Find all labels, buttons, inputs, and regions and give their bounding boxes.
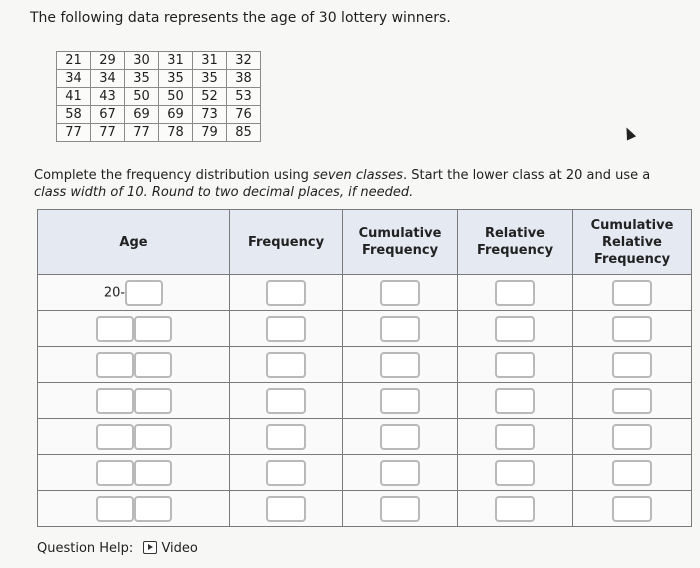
data-cell: 67	[91, 106, 125, 124]
question-help-label: Question Help:	[37, 541, 134, 556]
cumulative-frequency-cell	[343, 347, 458, 383]
instructions-text-1: Complete the frequency distribution using	[34, 168, 314, 183]
data-cell: 35	[159, 70, 193, 88]
cumulative-relative-frequency-cell	[573, 491, 692, 527]
data-cell: 73	[193, 106, 227, 124]
header-frequency: Frequency	[230, 210, 343, 275]
relative-frequency-cell	[458, 347, 573, 383]
data-table	[56, 51, 261, 142]
cumulative-frequency-input[interactable]	[380, 316, 420, 342]
cumulative-relative-frequency-cell	[573, 347, 692, 383]
data-cell: 35	[193, 70, 227, 88]
age-class-cell	[38, 275, 230, 311]
data-row	[57, 106, 261, 124]
relative-frequency-input[interactable]	[495, 352, 535, 378]
relative-frequency-cell	[458, 275, 573, 311]
cumulative-frequency-cell	[343, 275, 458, 311]
frequency-input[interactable]	[266, 424, 306, 450]
relative-frequency-cell	[458, 455, 573, 491]
cumulative-frequency-input[interactable]	[380, 496, 420, 522]
cumulative-relative-frequency-input[interactable]	[612, 388, 652, 414]
video-label: Video	[161, 541, 198, 556]
frequency-cell	[230, 383, 343, 419]
cumulative-relative-frequency-input[interactable]	[612, 280, 652, 306]
frequency-distribution-table	[37, 209, 692, 527]
upper-limit-input[interactable]	[134, 496, 172, 522]
relative-frequency-input[interactable]	[495, 388, 535, 414]
lower-limit-input[interactable]	[96, 496, 134, 522]
relative-frequency-input[interactable]	[495, 460, 535, 486]
class-row	[38, 455, 692, 491]
data-cell: 52	[193, 88, 227, 106]
frequency-input[interactable]	[266, 496, 306, 522]
data-cell: 32	[227, 52, 261, 70]
relative-frequency-cell	[458, 419, 573, 455]
data-cell: 43	[91, 88, 125, 106]
cumulative-relative-frequency-cell	[573, 383, 692, 419]
instructions-text-4: class width	[34, 185, 107, 200]
relative-frequency-input[interactable]	[495, 316, 535, 342]
cumulative-frequency-input[interactable]	[380, 460, 420, 486]
frequency-cell	[230, 419, 343, 455]
age-class-cell	[38, 383, 230, 419]
mouse-cursor-icon	[622, 125, 636, 140]
upper-limit-input[interactable]	[134, 424, 172, 450]
frequency-input[interactable]	[266, 280, 306, 306]
age-class-cell	[38, 311, 230, 347]
class-row	[38, 311, 692, 347]
cumulative-relative-frequency-cell	[573, 455, 692, 491]
frequency-input[interactable]	[266, 352, 306, 378]
upper-limit-input[interactable]	[134, 352, 172, 378]
data-cell: 50	[159, 88, 193, 106]
class-row	[38, 419, 692, 455]
data-cell: 30	[125, 52, 159, 70]
cumulative-frequency-input[interactable]	[380, 388, 420, 414]
upper-limit-input[interactable]	[125, 280, 163, 306]
instructions-text-5: of 10. Round to two decimal places, if needed.	[106, 185, 414, 200]
cumulative-frequency-input[interactable]	[380, 424, 420, 450]
data-cell: 78	[159, 124, 193, 142]
data-cell: 31	[159, 52, 193, 70]
frequency-cell	[230, 311, 343, 347]
data-cell: 69	[159, 106, 193, 124]
data-cell: 34	[57, 70, 91, 88]
relative-frequency-cell	[458, 311, 573, 347]
upper-limit-input[interactable]	[134, 388, 172, 414]
class-row	[38, 491, 692, 527]
question-help	[37, 541, 198, 556]
header-relative-frequency: Relative Frequency	[458, 210, 573, 275]
age-class-cell	[38, 455, 230, 491]
cumulative-frequency-cell	[343, 383, 458, 419]
lower-limit-input[interactable]	[96, 460, 134, 486]
upper-limit-input[interactable]	[134, 316, 172, 342]
cumulative-frequency-input[interactable]	[380, 352, 420, 378]
cumulative-frequency-cell	[343, 419, 458, 455]
data-cell: 77	[125, 124, 159, 142]
data-cell: 69	[125, 106, 159, 124]
relative-frequency-cell	[458, 383, 573, 419]
data-cell: 38	[227, 70, 261, 88]
data-cell: 29	[91, 52, 125, 70]
data-cell: 21	[57, 52, 91, 70]
cumulative-relative-frequency-cell	[573, 275, 692, 311]
data-row	[57, 88, 261, 106]
lower-limit-input[interactable]	[96, 352, 134, 378]
data-row	[57, 124, 261, 142]
cumulative-frequency-cell	[343, 491, 458, 527]
data-cell: 31	[193, 52, 227, 70]
data-cell: 34	[91, 70, 125, 88]
cumulative-relative-frequency-input[interactable]	[612, 460, 652, 486]
frequency-cell	[230, 491, 343, 527]
lower-limit-input[interactable]	[96, 388, 134, 414]
class-row	[38, 275, 692, 311]
upper-limit-input[interactable]	[134, 460, 172, 486]
frequency-input[interactable]	[266, 460, 306, 486]
relative-frequency-input[interactable]	[495, 496, 535, 522]
cumulative-frequency-input[interactable]	[380, 280, 420, 306]
data-cell: 76	[227, 106, 261, 124]
class-row	[38, 383, 692, 419]
data-cell: 41	[57, 88, 91, 106]
lower-limit-input[interactable]	[96, 424, 134, 450]
play-icon	[143, 541, 157, 554]
header-cumulative-frequency: Cumulative Frequency	[343, 210, 458, 275]
frequency-input[interactable]	[266, 316, 306, 342]
data-cell: 77	[57, 124, 91, 142]
relative-frequency-cell	[458, 491, 573, 527]
cumulative-frequency-cell	[343, 311, 458, 347]
data-cell: 79	[193, 124, 227, 142]
header-age: Age	[38, 210, 230, 275]
data-cell: 77	[91, 124, 125, 142]
cumulative-relative-frequency-input[interactable]	[612, 352, 652, 378]
cumulative-relative-frequency-cell	[573, 311, 692, 347]
data-row	[57, 70, 261, 88]
frequency-cell	[230, 347, 343, 383]
data-cell: 58	[57, 106, 91, 124]
question-intro: The following data represents the age of 30 lottery winners.	[30, 10, 451, 26]
data-row	[57, 52, 261, 70]
lower-limit-label: 20-	[103, 285, 126, 300]
relative-frequency-input[interactable]	[495, 424, 535, 450]
class-row	[38, 347, 692, 383]
header-cumulative-relative-frequency: Cumulative Relative Frequency	[573, 210, 692, 275]
age-class-cell	[38, 419, 230, 455]
data-cell: 50	[125, 88, 159, 106]
age-class-cell	[38, 347, 230, 383]
instructions-text-3: . Start the lower class at 20 and use a	[402, 168, 651, 183]
cumulative-relative-frequency-input[interactable]	[612, 496, 652, 522]
video-link[interactable]	[143, 541, 197, 556]
instructions	[34, 167, 674, 201]
cumulative-relative-frequency-input[interactable]	[612, 424, 652, 450]
age-class-cell	[38, 491, 230, 527]
cumulative-relative-frequency-cell	[573, 419, 692, 455]
data-cell: 35	[125, 70, 159, 88]
data-cell: 85	[227, 124, 261, 142]
cumulative-relative-frequency-input[interactable]	[612, 316, 652, 342]
lower-limit-input[interactable]	[96, 316, 134, 342]
instructions-text-2: seven classes	[313, 168, 403, 183]
frequency-cell	[230, 275, 343, 311]
data-cell: 53	[227, 88, 261, 106]
frequency-input[interactable]	[266, 388, 306, 414]
relative-frequency-input[interactable]	[495, 280, 535, 306]
cumulative-frequency-cell	[343, 455, 458, 491]
frequency-cell	[230, 455, 343, 491]
